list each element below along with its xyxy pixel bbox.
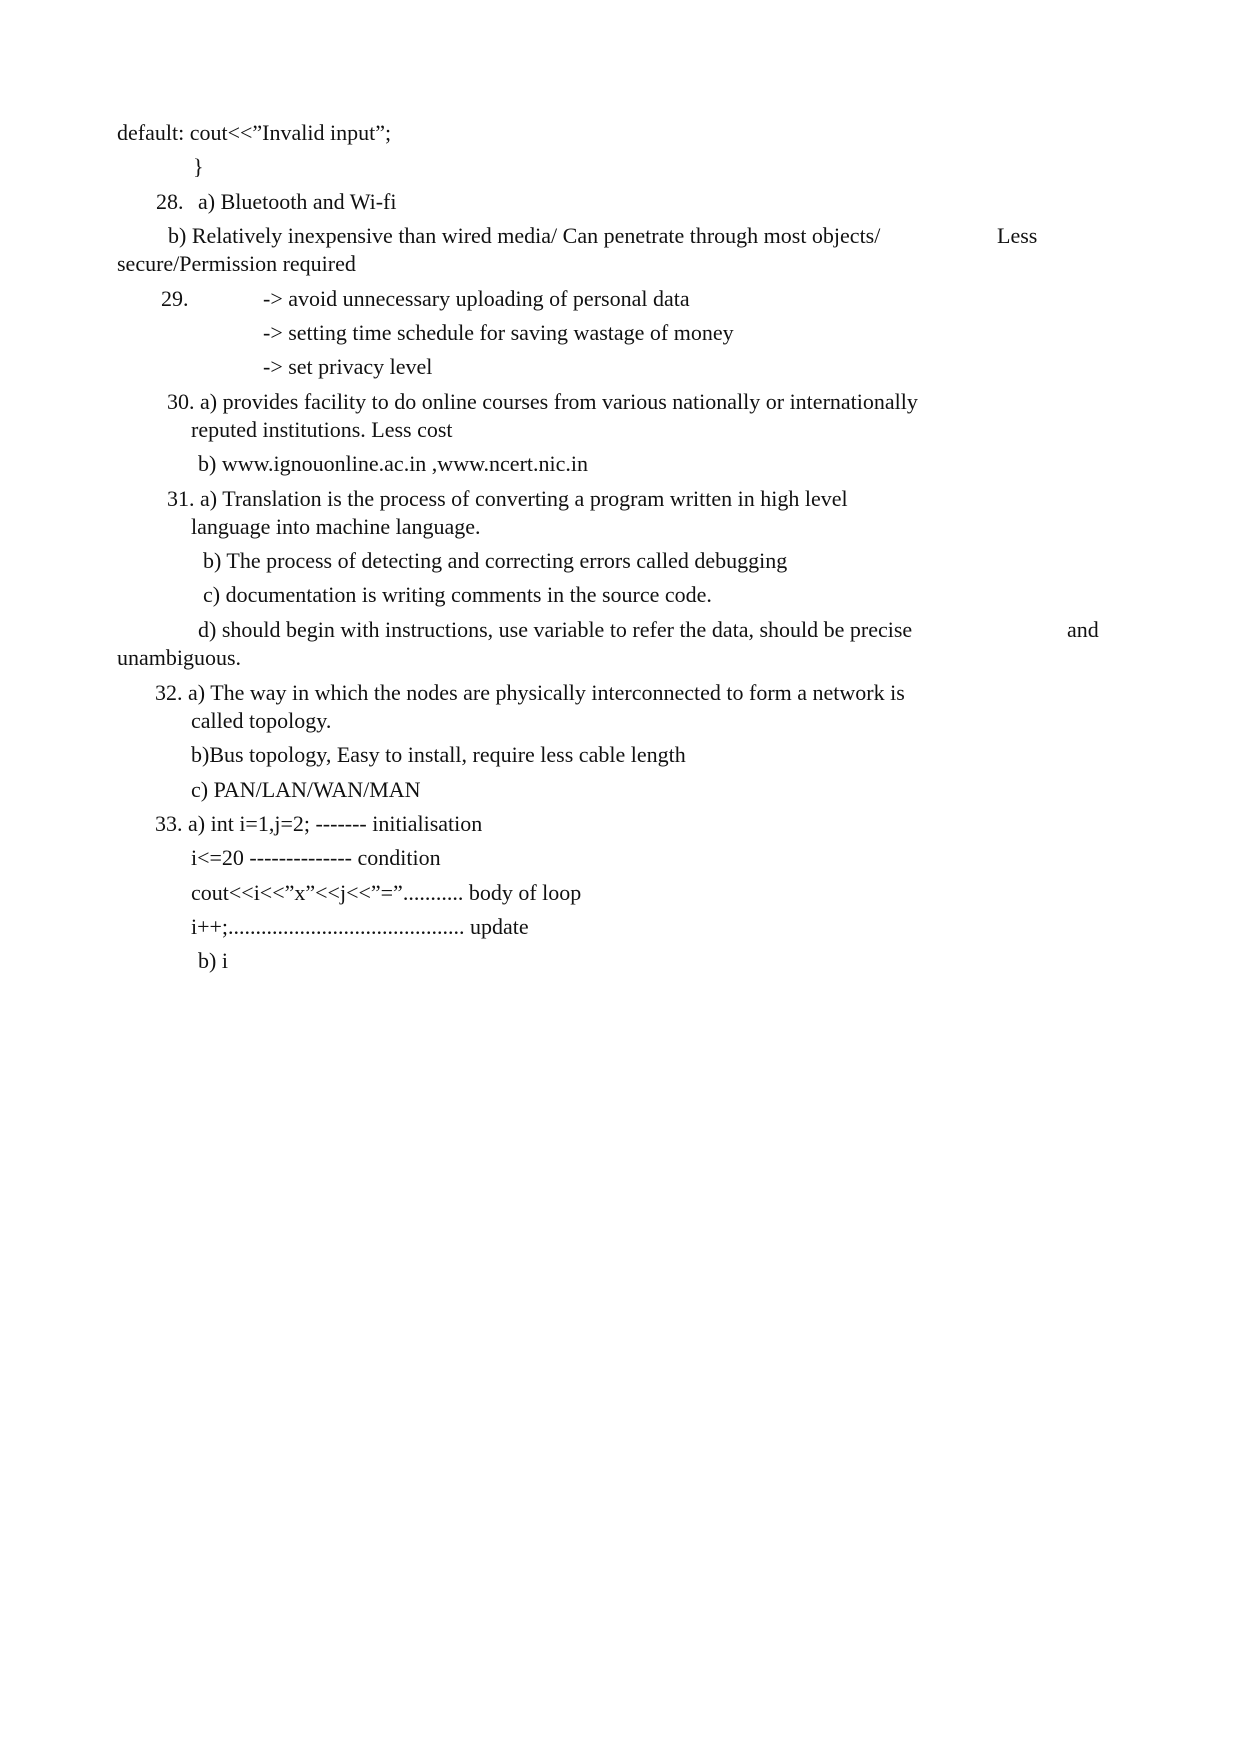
question-28-answer-b-right-word: Less [997, 223, 1038, 248]
question-29-number: 29. [161, 286, 189, 311]
question-32-answer-b: b)Bus topology, Easy to install, require less cable length [191, 742, 686, 767]
question-31-answer-d-line1: d) should begin with instructions, use variable to refer the data, should be precise [198, 617, 913, 642]
question-31-answer-d-line2: unambiguous. [117, 645, 242, 670]
question-33-update: i++;........................................... update [191, 914, 529, 939]
question-30-answer-a-line2: reputed institutions. Less cost [191, 417, 453, 442]
question-31-answer-b: b) The process of detecting and correcting errors called debugging [203, 548, 788, 573]
question-33-answer-a: 33. a) int i=1,j=2; ------- initialisation [155, 811, 483, 836]
question-32-answer-a-line2: called topology. [191, 708, 332, 733]
question-31-answer-c: c) documentation is writing comments in the source code. [203, 582, 712, 607]
question-33-answer-b: b) i [198, 948, 228, 973]
question-28-answer-b-line2: secure/Permission required [117, 251, 356, 276]
question-30-answer-b: b) www.ignouonline.ac.in ,www.ncert.nic.in [198, 451, 588, 476]
question-33-loop-body: cout<<i<<”x”<<j<<”=”........... body of loop [191, 880, 582, 905]
question-29-point-2: -> setting time schedule for saving wastage of money [263, 320, 734, 345]
question-32-answer-c: c) PAN/LAN/WAN/MAN [191, 777, 421, 802]
question-31-answer-a-line1: 31. a) Translation is the process of converting a program written in high level [167, 486, 848, 511]
question-29-point-3: -> set privacy level [263, 354, 433, 379]
question-28-answer-b-line1: b) Relatively inexpensive than wired media/ Can penetrate through most objects/ [168, 223, 881, 248]
closing-brace: } [193, 154, 204, 179]
question-28-number: 28. [156, 189, 184, 214]
default-case-line: default: cout<<”Invalid input”; [117, 120, 392, 145]
question-28-answer-a: a) Bluetooth and Wi-fi [198, 189, 397, 214]
question-32-answer-a-line1: 32. a) The way in which the nodes are physically interconnected to form a network is [155, 680, 905, 705]
question-31-answer-d-right-word: and [1067, 617, 1099, 642]
question-31-answer-a-line2: language into machine language. [191, 514, 481, 539]
question-33-condition: i<=20 -------------- condition [191, 845, 441, 870]
question-30-answer-a-line1: 30. a) provides facility to do online courses from various nationally or internationally [167, 389, 918, 414]
question-29-point-1: -> avoid unnecessary uploading of personal data [263, 286, 690, 311]
